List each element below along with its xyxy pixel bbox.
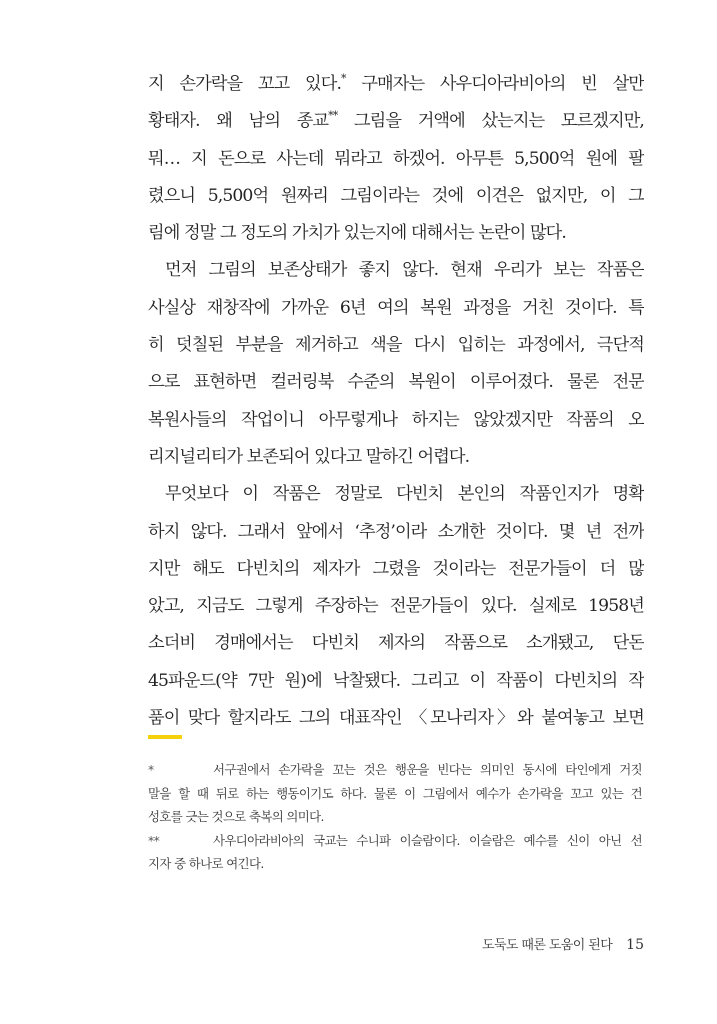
body-text-run: 리지널리티가 보존되어 있다고 말하긴 어렵다. xyxy=(148,446,470,467)
body-text-run: 림에 정말 그 정도의 가치가 있는지에 대해서는 논란이 많다. xyxy=(148,223,566,244)
body-line xyxy=(148,141,644,178)
body-text-run: 렸으니 5,500억 원짜리 그림이라는 것에 이견은 없지만, 이 그 xyxy=(148,185,644,206)
body-text-run: 하지 않다. 그래서 앞에서 ‘추정’이라 소개한 것이다. 몇 년 전까 xyxy=(148,521,644,542)
footnote-divider xyxy=(148,735,182,739)
body-line xyxy=(148,439,644,476)
body-text-run: 사실상 재창작에 가까운 6년 여의 복원 과정을 거친 것이다. 특 xyxy=(148,297,644,318)
footnote-mark: ** xyxy=(148,832,160,848)
running-title: 도둑도 때론 도움이 된다 xyxy=(481,938,613,953)
body-line xyxy=(148,364,644,401)
body-line xyxy=(148,103,644,140)
body-line xyxy=(148,215,644,252)
body-text-run: 먼저 그림의 보존상태가 좋지 않다. 현재 우리가 보는 작품은 xyxy=(165,260,644,281)
footnote-mark: * xyxy=(148,762,154,777)
body-line xyxy=(148,402,644,439)
body-line xyxy=(148,476,644,513)
footnotes xyxy=(148,758,642,876)
body-text-run: 히 덧칠된 부분을 제거하고 색을 다시 입히는 과정에서, 극단적 xyxy=(148,335,644,356)
body-text-run: 으로 표현하면 컬러링북 수준의 복원이 이루어졌다. 물론 전문 xyxy=(148,372,644,393)
body-text xyxy=(148,66,644,737)
body-line xyxy=(148,514,644,551)
body-text-run: 았고, 지금도 그렇게 주장하는 전문가들이 있다. 실제로 1958년 xyxy=(148,596,644,617)
footnote-marker: ** xyxy=(328,109,338,123)
body-text-run: 45파운드(약 7만 원)에 낙찰됐다. 그리고 이 작품이 다빈치의 작 xyxy=(148,670,644,691)
footnote-text: 말을 할 때 뒤로 하는 행동이기도 하다. 물론 이 그림에서 예수가 손가락을 꼬고 있는 건 xyxy=(148,785,642,801)
body-line xyxy=(148,327,644,364)
body-text-run: 소더비 경매에서는 다빈치 제자의 작품으로 소개됐고, 단돈 xyxy=(148,633,644,654)
body-text-run: 지만 해도 다빈치의 제자가 그렸을 것이라는 전문가들이 더 많 xyxy=(148,558,644,579)
footnote-text: 서구권에서 손가락을 꼬는 것은 행운을 빈다는 의미인 동시에 타인에게 거짓 xyxy=(213,762,642,777)
footnote-text: 지자 중 하나로 여긴다. xyxy=(148,856,264,871)
body-text-run: 구매자는 사우디아라비아의 빈 살만 xyxy=(345,74,644,94)
body-text-run: 무엇보다 이 작품은 정말로 다빈치 본인의 작품인지가 명확 xyxy=(165,484,644,505)
body-line xyxy=(148,66,644,103)
body-line xyxy=(148,625,644,662)
body-line xyxy=(148,700,644,737)
page-number: 15 xyxy=(626,937,644,953)
body-line xyxy=(148,290,644,327)
body-line xyxy=(148,551,644,588)
footnote xyxy=(148,758,642,829)
body-line xyxy=(148,663,644,700)
page-footer xyxy=(400,934,644,953)
footnote-line xyxy=(148,829,642,853)
body-text-run: 뭐… 지 돈으로 사는데 뭐라고 하겠어. 아무튼 5,500억 원에 팔 xyxy=(148,148,644,169)
body-line xyxy=(148,588,644,625)
body-line xyxy=(148,252,644,289)
footnote xyxy=(148,829,642,876)
body-line xyxy=(148,178,644,215)
footnote-text: 사우디아라비아의 국교는 수니파 이슬람이다. 이슬람은 예수를 신이 아닌 선 xyxy=(213,832,642,848)
body-text-run: 지 손가락을 꼬고 있다. xyxy=(148,74,342,94)
body-text-run: 복원사들의 작업이니 아무렇게나 하지는 않았겠지만 작품의 오 xyxy=(148,409,644,430)
footnote-marker: * xyxy=(341,72,346,85)
body-text-run: 황태자. 왜 남의 종교 xyxy=(148,111,329,132)
body-text-run: 품이 맞다 할지라도 그의 대표작인 〈모나리자〉와 붙여놓고 보면 xyxy=(148,708,644,729)
footnote-line xyxy=(148,758,642,782)
footnote-text: 성호를 긋는 것으로 축복의 의미다. xyxy=(148,809,324,824)
body-text-run: 그림을 거액에 샀는지는 모르겠지만, xyxy=(337,111,644,132)
